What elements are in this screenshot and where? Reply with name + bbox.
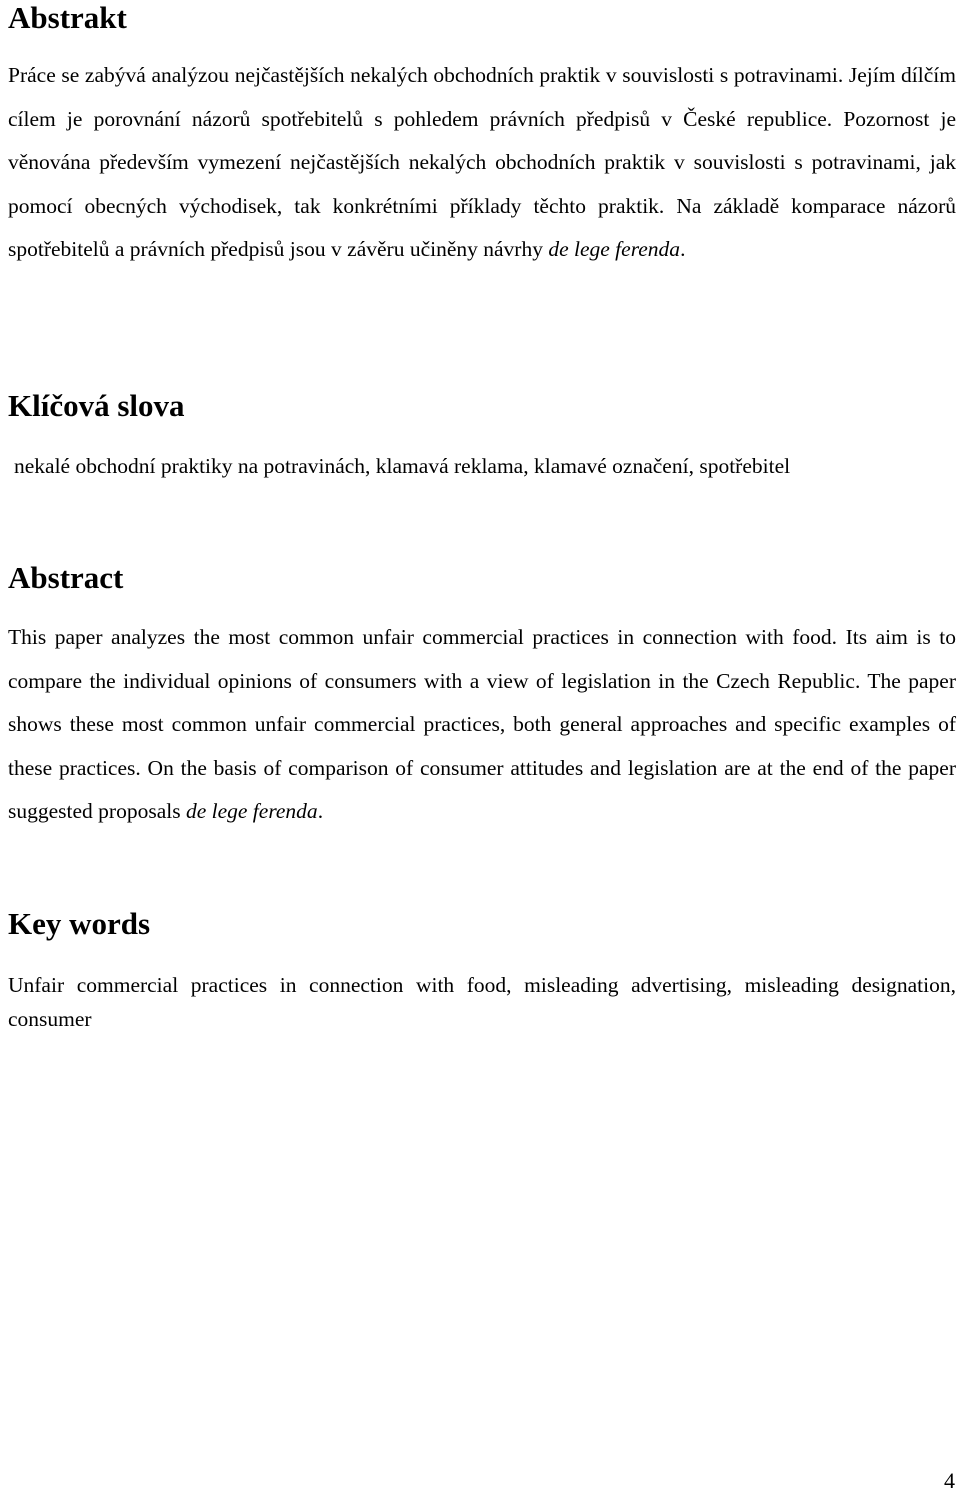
- abstract-end: .: [317, 799, 324, 823]
- abstract-paragraph: [8, 616, 956, 834]
- abstrakt-text: Práce se zabývá analýzou nejčastějších nekalých obchodních praktik v souvislosti s potravinami. Jejím dílčím cílem je porovnání názorů spotřebitelů s pohledem právních předpisů v České republice. Pozornost je věnována především vymezení nejčastějších nekalých obchodních praktik v souvislosti s potravinami, jak pomocí obecných východisek, tak konkrétními příklady těchto praktik. Na základě komparace názorů spotřebitelů a právních předpisů jsou v závěru učiněny návrhy: [8, 63, 956, 261]
- abstrakt-heading: Abstrakt: [8, 0, 127, 35]
- key-words-text: Unfair commercial practices in connection with food, misleading advertising, misleading designation, consumer: [8, 973, 956, 1031]
- abstrakt-end: .: [680, 237, 686, 261]
- abstrakt-italic: de lege ferenda: [548, 237, 681, 261]
- klicova-slova-text: nekalé obchodní praktiky na potravinách, klamavá reklama, klamavé označení, spotřebitel: [14, 454, 791, 478]
- abstract-italic: de lege ferenda: [185, 799, 318, 823]
- abstract-text: This paper analyzes the most common unfair commercial practices in connection with food. Its aim is to compare the individual opinions of consumers with a view of legislation in the Czech Republic. The paper shows these most common unfair commercial practices, both general approaches and specific examples of these practices. On the basis of comparison of consumer attitudes and legislation are at the end of the paper suggested proposals: [8, 625, 956, 823]
- key-words-heading: Key words: [8, 906, 151, 941]
- page-number: 4: [944, 1468, 955, 1493]
- klicova-slova-heading: Klíčová slova: [8, 388, 185, 423]
- abstrakt-paragraph: [8, 54, 956, 272]
- abstract-heading: Abstract: [8, 560, 124, 595]
